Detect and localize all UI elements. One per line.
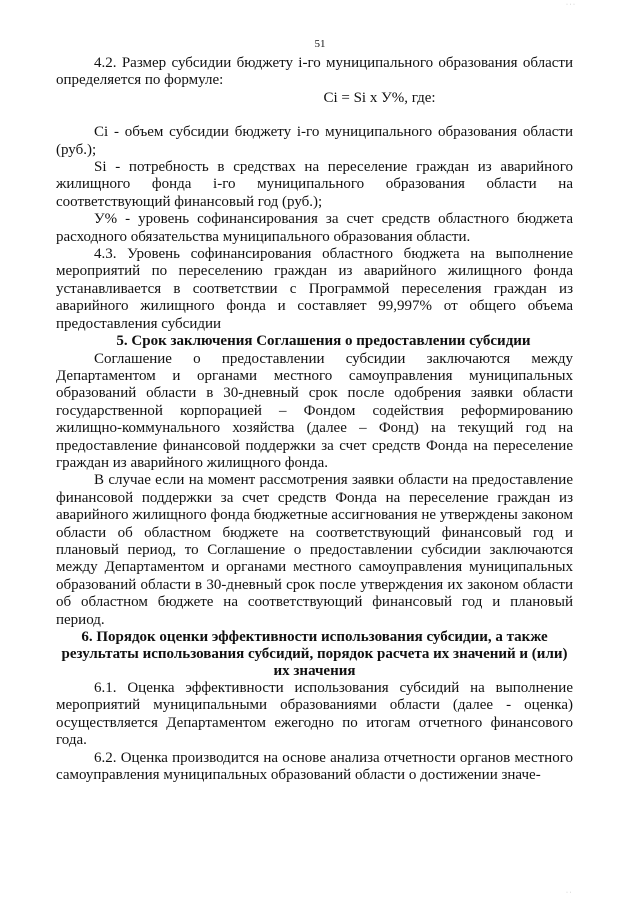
scan-artifact: · · [566, 890, 572, 896]
section-5-heading: 5. Срок заключения Соглашения о предоставлении субсидии [116, 333, 531, 350]
paragraph-6-2: 6.2. Оценка производится на основе анализа отчетности органов местного самоуправления муниципальных образований области о достижении значе- [56, 749, 573, 784]
subsidy-formula: Ci = Si x У%, где: [323, 89, 436, 106]
section-6-heading: 6. Порядок оценки эффективности использования субсидии, а также результаты использования субсидий, порядок расчета их значений и (или) их значения [61, 629, 568, 679]
spacer [56, 107, 573, 124]
paragraph-4-3: 4.3. Уровень софинансирования областного бюджета на выполнение мероприятий по переселению граждан из аварийного жилищного фонда устанавливается в соответствии с Программой переселения граждан из аварийного жилищного фонда и составляет 99,997% от общего объема предоставления субсидии [56, 246, 573, 332]
scan-artifact: · · · [566, 2, 575, 8]
definition-ci: Ci - объем субсидии бюджету i-го муниципального образования области (руб.); [56, 124, 573, 158]
definition-y: У% - уровень софинансирования за счет средств областного бюджета расходного обязательства муниципального образования области. [56, 211, 573, 245]
section-5-paragraph-1: Соглашение о предоставлении субсидии заключаются между Департаментом и органами местного самоуправления муниципальных образований области в 30-дневный срок после одобрения заявки области государственной корпорацией – Фондом содействия реформированию жилищно-коммунального хозяйства (далее – Фонд) на текущий год на предоставление финансовой поддержки за счет средств Фонда на переселение граждан из аварийного жилищного фонда. [56, 350, 573, 471]
section-5-paragraph-2: В случае если на момент рассмотрения заявки области на предоставление финансовой поддержки за счет средств Фонда на переселение граждан из аварийного жилищного фонда бюджетные ассигнования не утверждены законом области об областном бюджете на соответствующий финансовый год и плановый период, то Соглашение о предоставлении субсидии заключаются между Департаментом и органами местного самоуправления муниципальных образований области в 30-дневный срок после утверждения их законом области об областном бюджете на соответствующий финансовый год и плановый период. [56, 472, 573, 628]
paragraph-6-1: 6.1. Оценка эффективности использования субсидий на выполнение мероприятий муниципальными образованиями области (далее - оценка) осуществляется Департаментом ежегодно по итогам отчетного финансового года. [56, 680, 573, 749]
definition-si: Si - потребность в средствах на переселение граждан из аварийного жилищного фонда i-го муниципального образования области на соответствующий финансовый год (руб.); [56, 159, 573, 210]
page-number: 51 [314, 38, 326, 50]
document-body [56, 55, 573, 784]
paragraph-4-2: 4.2. Размер субсидии бюджету i-го муниципального образования области определяется по формуле: [56, 55, 573, 89]
